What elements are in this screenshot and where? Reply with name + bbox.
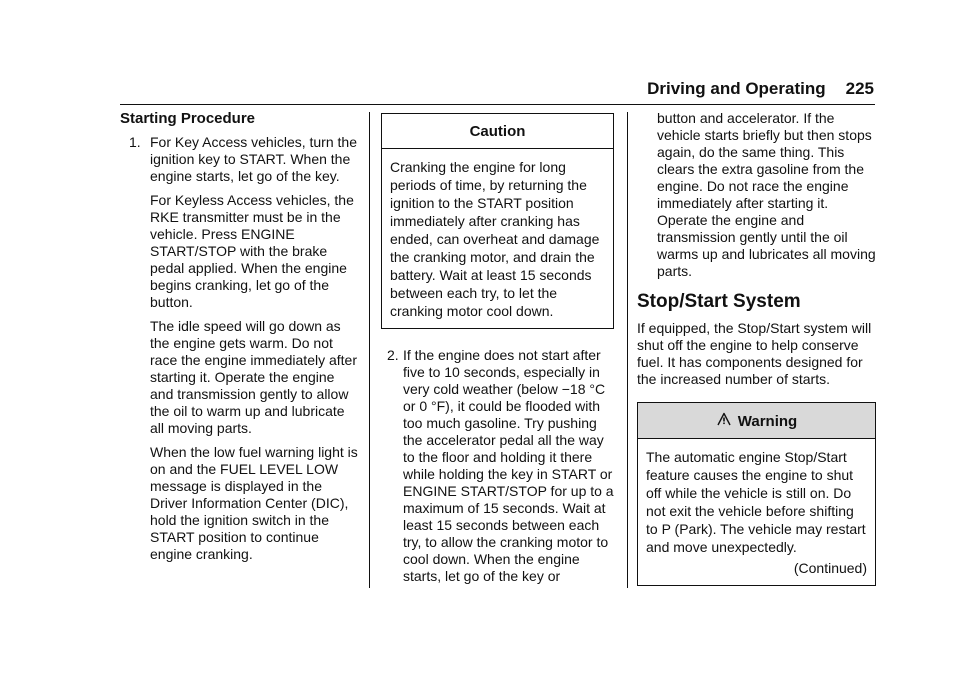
header-rule xyxy=(120,104,875,105)
paragraph: For Key Access vehicles, turn the ignition key to START. When the engine starts, let go of the key. xyxy=(150,134,357,184)
starting-procedure-heading: Starting Procedure xyxy=(120,110,256,127)
page-number: 225 xyxy=(845,79,874,98)
warning-icon xyxy=(716,412,732,430)
warning-body xyxy=(638,439,875,585)
paragraph: For Keyless Access vehicles, the RKE transmitter must be in the vehicle. Press ENGINE START/STOP with the brake pedal applied. When the engine begins cranking, let go of the button. xyxy=(150,192,354,310)
step-number: 2. xyxy=(387,347,399,363)
page-header xyxy=(647,79,874,99)
stop-start-intro: If equipped, the Stop/Start system will shut off the engine to help conserve fuel. It has components designed for the increased number of starts. xyxy=(637,320,872,387)
stop-start-heading: Stop/Start System xyxy=(637,291,801,312)
caution-title: Caution xyxy=(382,114,613,149)
warning-text: The automatic engine Stop/Start feature causes the engine to shut off while the vehicle is still on. Do not exit the vehicle before shifting to P (Park). The vehicle may restart and move unexpectedly. xyxy=(646,449,866,555)
paragraph: When the low fuel warning light is on and the FUEL LEVEL LOW message is displayed in the Driver Information Center (DIC), hold the ignition switch in the START position to continue engine cranking. xyxy=(150,444,358,562)
paragraph: The idle speed will go down as the engine gets warm. Do not race the engine immediately after starting it. Operate the engine and transmission gently to allow the oil to warm up and lubricate all moving parts. xyxy=(150,318,357,436)
column-divider-1 xyxy=(369,112,370,588)
column-1 xyxy=(120,110,360,570)
caution-text: Cranking the engine for long periods of time, by returning the ignition to the START position immediately after cranking has ended, can overheat and damage the cranking motor, and drain the battery. Wait at least 15 seconds between each try, to let the cranking motor cool down. xyxy=(390,159,600,319)
warning-box xyxy=(637,402,876,586)
warning-header xyxy=(638,403,875,439)
step-2 xyxy=(381,347,614,585)
continued-label: (Continued) xyxy=(793,560,867,576)
step-body: If the engine does not start after five to 10 seconds, especially in very cold weather (below −18 °C or 0 °F), it could be flooded with too much gasoline. Try pushing the accelerator pedal all the way to the floor and holding it there while holding the key in START or ENGINE START/STOP for up to a maximum of 15 seconds. Wait at least 15 seconds between each try, to allow the cranking motor to cool down. When the engine starts, let go of the key or xyxy=(403,347,614,584)
step-body xyxy=(150,134,360,570)
step-number: 1. xyxy=(129,134,141,150)
warning-title: Warning xyxy=(737,413,798,430)
column-3 xyxy=(637,110,876,586)
column-2 xyxy=(381,113,614,585)
column-divider-2 xyxy=(627,112,628,588)
section-title: Driving and Operating xyxy=(647,79,826,98)
step-1 xyxy=(120,134,360,570)
caution-box xyxy=(381,113,614,329)
continued-paragraph: button and accelerator. If the vehicle starts briefly but then stops again, do the same thing. This clears the extra gasoline from the engine. Do not race the engine immediately after starting it. Operate the engine and transmission gently until the oil warms up and lubricates all moving parts. xyxy=(657,110,876,279)
